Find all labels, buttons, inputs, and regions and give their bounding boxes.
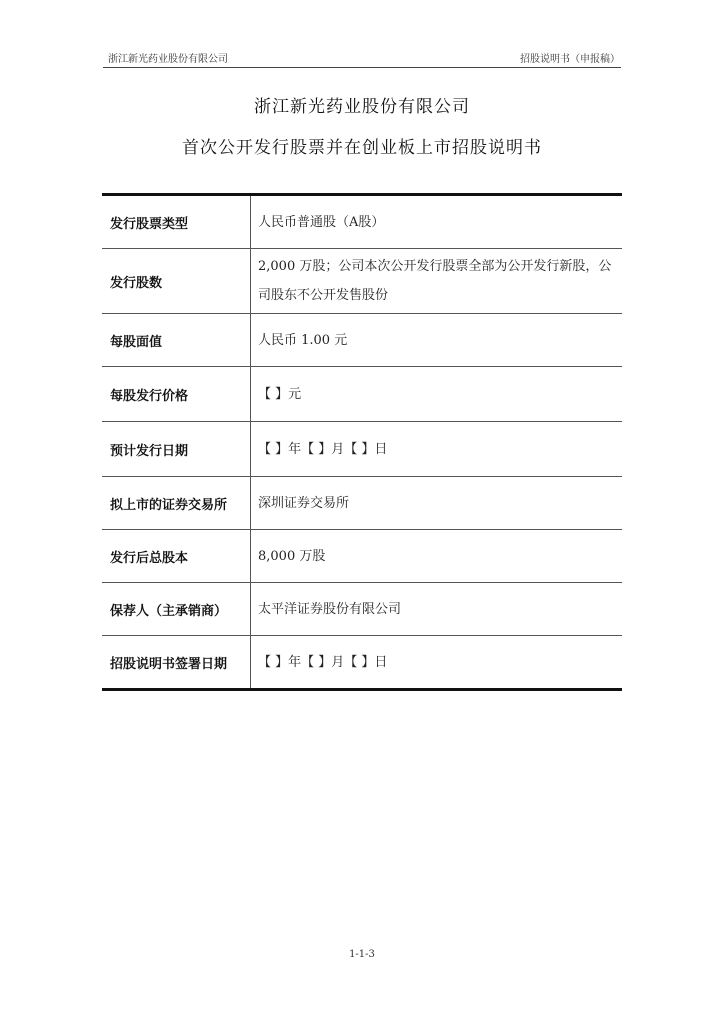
table-row	[102, 476, 622, 529]
row-value-total-shares: 8,000 万股	[258, 548, 326, 564]
header-document-type: 招股说明书（申报稿）	[520, 54, 620, 65]
table-row	[102, 366, 622, 421]
table-row	[102, 635, 622, 688]
row-label-par-value: 每股面值	[102, 314, 251, 366]
row-label-sponsor: 保荐人（主承销商）	[102, 583, 251, 635]
row-label-issue-date: 预计发行日期	[102, 422, 251, 476]
page-header	[108, 50, 620, 68]
row-value-signing-date: 【 】年【 】月【 】日	[258, 654, 388, 670]
offering-summary-table	[102, 193, 622, 691]
row-value-issue-price: 【 】元	[258, 386, 302, 402]
document-title-company: 浙江新光药业股份有限公司	[254, 97, 470, 117]
header-divider	[103, 67, 621, 68]
row-value-issue-date: 【 】年【 】月【 】日	[258, 441, 388, 457]
table-row	[102, 196, 622, 248]
row-label-exchange: 拟上市的证券交易所	[102, 477, 251, 529]
page-number: 1-1-3	[349, 949, 375, 960]
table-row	[102, 248, 622, 313]
table-row	[102, 582, 622, 635]
row-value-exchange: 深圳证券交易所	[258, 495, 350, 511]
row-value-sponsor: 太平洋证券股份有限公司	[258, 601, 402, 617]
row-label-stock-type: 发行股票类型	[102, 196, 251, 248]
row-value-stock-type: 人民币普通股（A股）	[258, 214, 385, 230]
row-label-total-shares: 发行后总股本	[102, 530, 251, 582]
row-label-issue-price: 每股发行价格	[102, 367, 251, 421]
row-label-shares-issued: 发行股数	[102, 249, 251, 313]
row-value-par-value: 人民币 1.00 元	[258, 332, 348, 348]
table-row	[102, 529, 622, 582]
document-title-prospectus: 首次公开发行股票并在创业板上市招股说明书	[182, 138, 542, 158]
row-label-signing-date: 招股说明书签署日期	[102, 636, 251, 688]
table-row	[102, 313, 622, 366]
header-company-name: 浙江新光药业股份有限公司	[108, 54, 228, 65]
table-row	[102, 421, 622, 476]
row-value-shares-issued: 2,000 万股；公司本次公开发行股票全部为公开发行新股，公司股东不公开发售股份	[258, 259, 612, 303]
